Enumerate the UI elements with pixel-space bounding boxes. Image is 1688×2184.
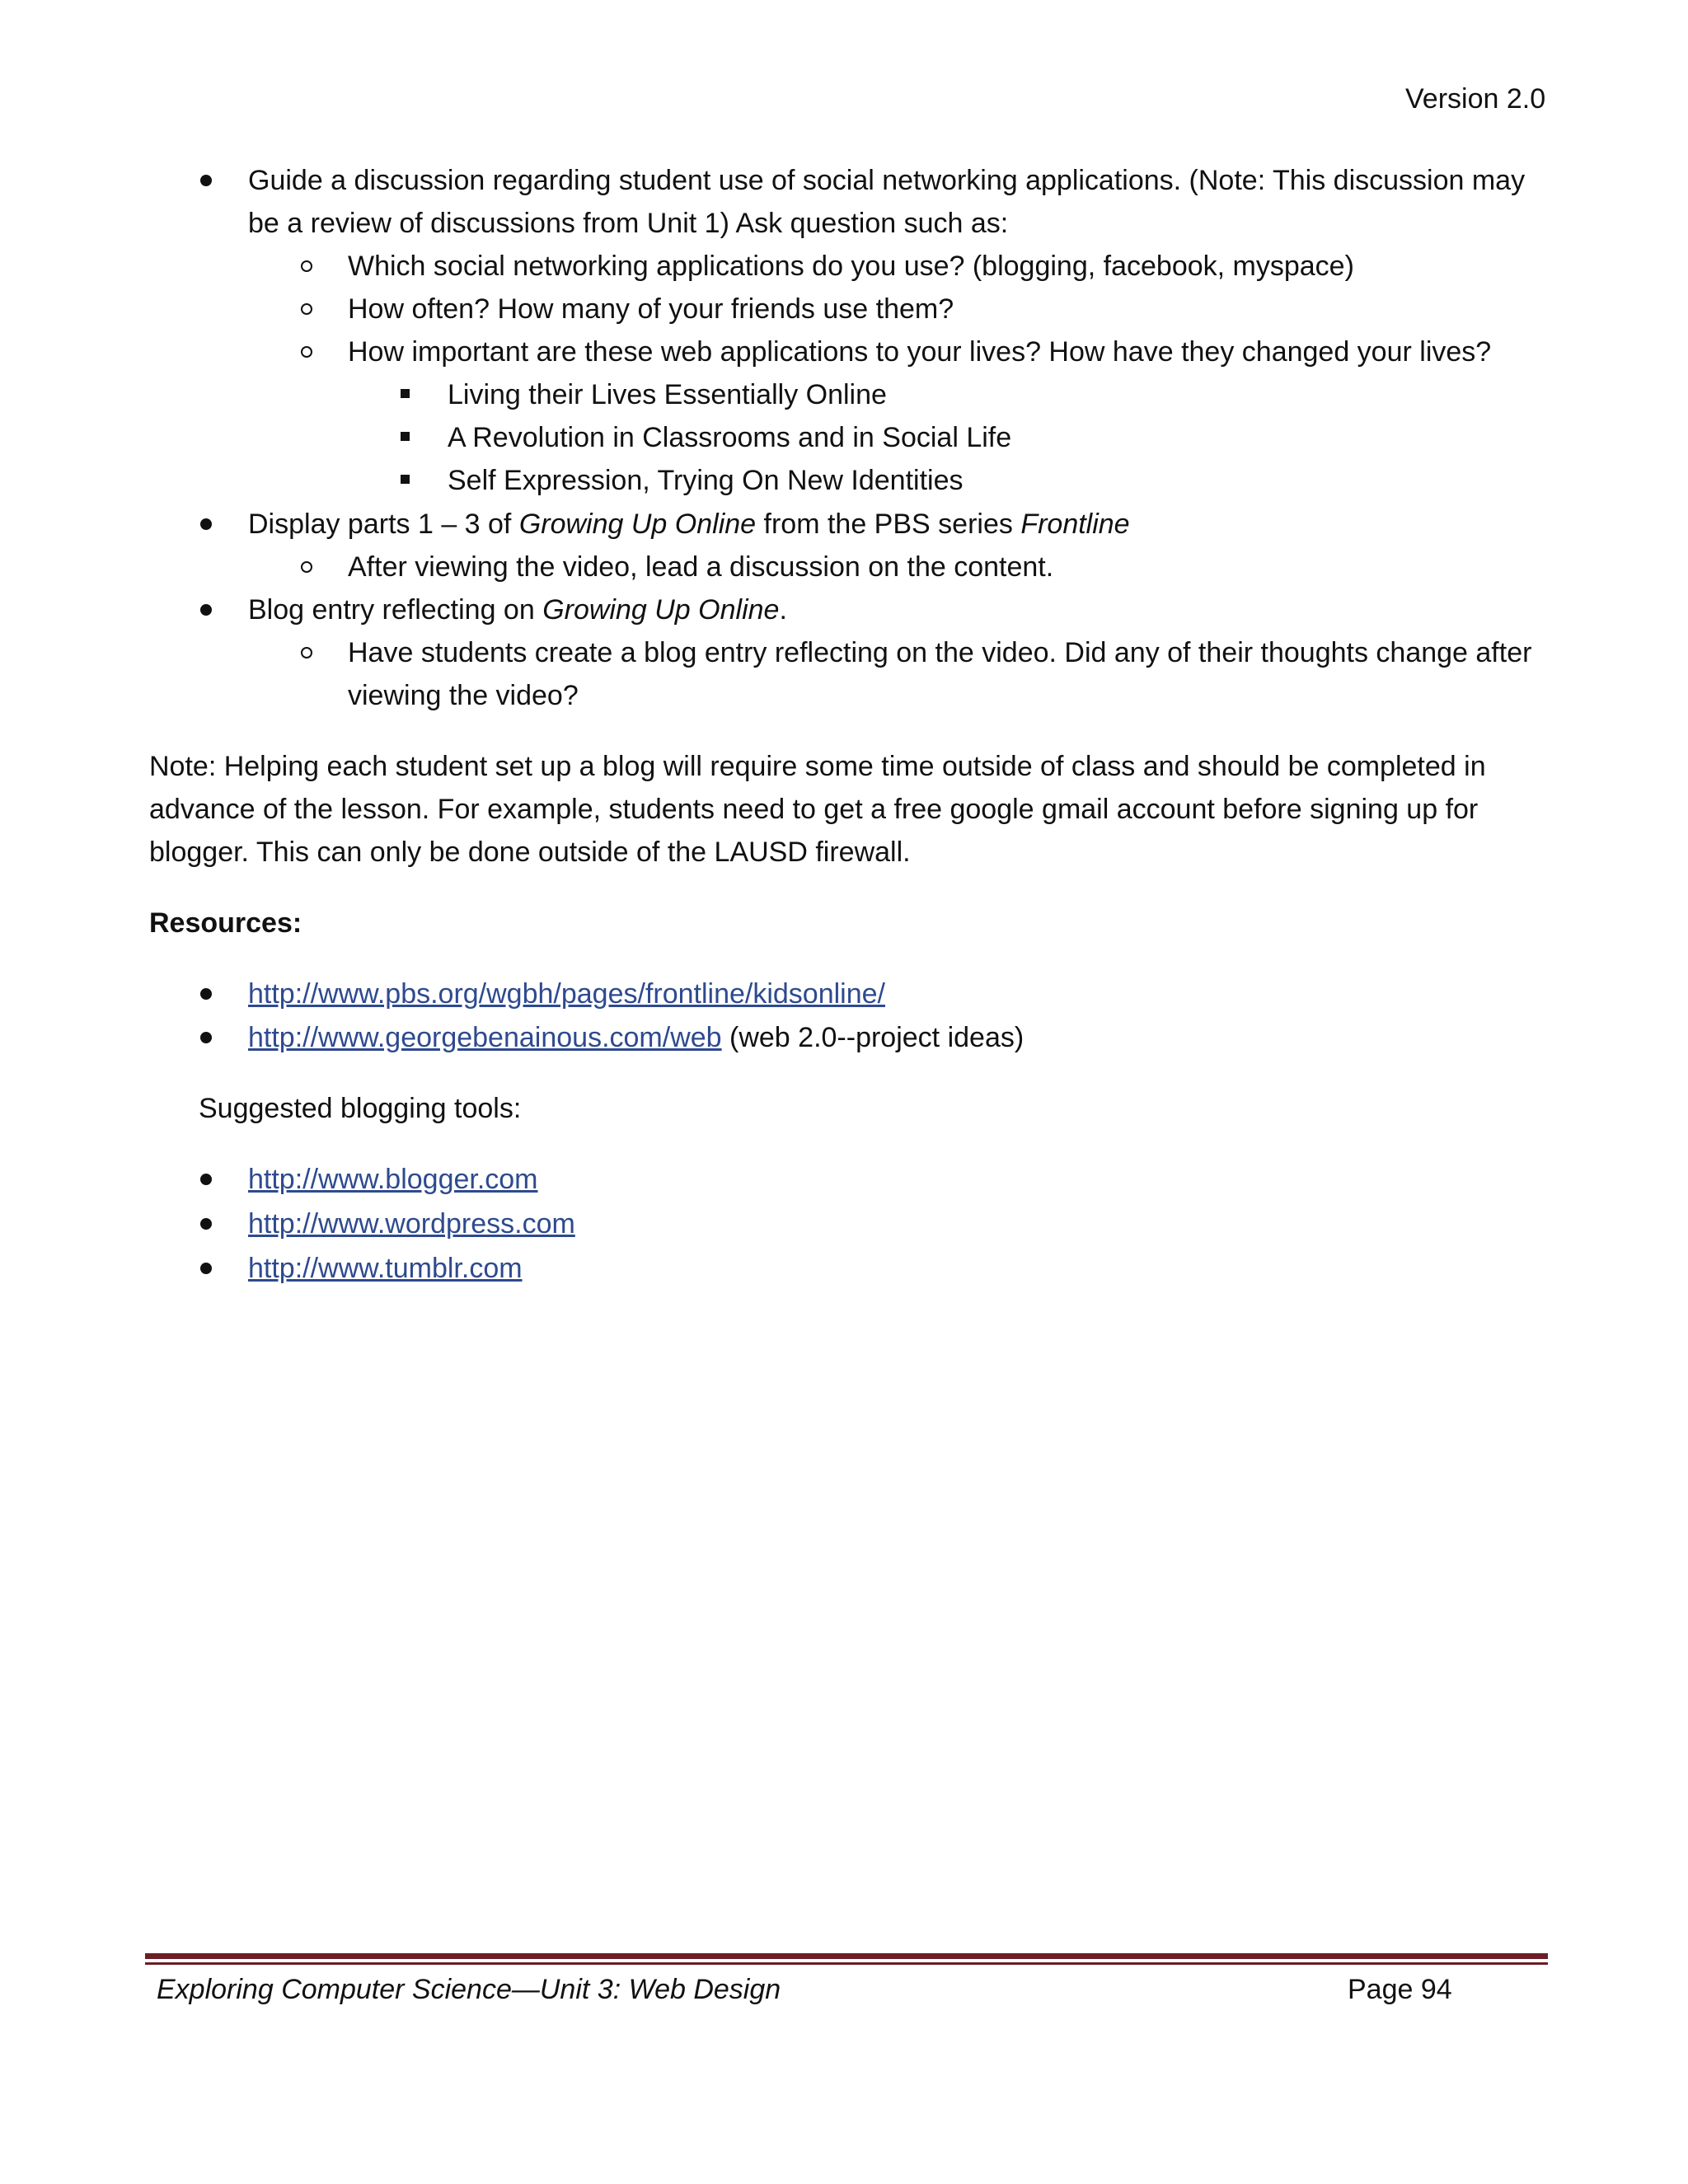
resource-item-1 — [248, 972, 885, 1015]
resource-item-2 — [248, 1016, 1024, 1059]
note-line-2: advance of the lesson. For example, students need to get a free google gmail account before signing up for — [149, 794, 1479, 825]
bullet-square — [401, 432, 410, 441]
bullet-square — [401, 475, 410, 484]
bullet-circle — [301, 561, 312, 573]
version-label: Version 2.0 — [1405, 83, 1546, 115]
note-line-1: Note: Helping each student set up a blog will require some time outside of class and should be completed in — [149, 751, 1486, 782]
bullet-disc — [200, 1263, 212, 1274]
bullet-circle — [301, 260, 312, 272]
footer-title: Exploring Computer Science—Unit 3: Web Design — [157, 1974, 781, 2005]
activity-1-question-1: Which social networking applications do you use? (blogging, facebook, myspace) — [348, 251, 1354, 282]
page-number: Page 94 — [1348, 1974, 1452, 2005]
resource-note: (web 2.0--project ideas) — [721, 1022, 1025, 1053]
activity-1-question-2: How often? How many of your friends use them? — [348, 293, 954, 325]
activity-3-sub: Have students create a blog entry reflecting on the video. Did any of their thoughts change after — [348, 637, 1532, 668]
activity-1-text-cont: be a review of discussions from Unit 1) Ask question such as: — [248, 208, 1009, 239]
pbs-link[interactable]: http://www.pbs.org/wgbh/pages/frontline/kidsonline/ — [248, 978, 886, 1010]
bullet-disc — [200, 604, 212, 616]
footer-rule-thin — [145, 1962, 1548, 1965]
note-line-3: blogger. This can only be done outside of the LAUSD firewall. — [149, 837, 911, 868]
activity-2-sub: After viewing the video, lead a discussion on the content. — [348, 551, 1054, 583]
bullet-circle — [301, 303, 312, 315]
bullet-disc — [200, 175, 212, 186]
blogging-tool-2 — [248, 1202, 575, 1245]
activity-1-topic-1: Living their Lives Essentially Online — [448, 379, 887, 410]
bullet-disc — [200, 1218, 212, 1230]
bullet-disc — [200, 518, 212, 530]
blogging-tools-label: Suggested blogging tools: — [199, 1093, 522, 1124]
footer-rule — [145, 1953, 1548, 1959]
activity-1-topic-3: Self Expression, Trying On New Identities — [448, 465, 964, 496]
activity-3-sub-cont: viewing the video? — [348, 680, 579, 711]
bullet-disc — [200, 988, 212, 1000]
video-title: Growing Up Online — [518, 509, 757, 540]
video-title: Growing Up Online — [542, 594, 780, 626]
blogging-tool-3 — [248, 1247, 523, 1290]
resources-heading: Resources: — [149, 907, 302, 939]
blogging-tool-1 — [248, 1158, 538, 1201]
series-title: Frontline — [1020, 509, 1130, 540]
activity-1-question-3: How important are these web applications to your lives? How have they changed your lives? — [348, 336, 1492, 368]
activity-2-text: Display parts 1 – 3 of Growing Up Online from the PBS series Frontline — [248, 509, 1130, 540]
bullet-circle — [301, 346, 312, 358]
bullet-circle — [301, 647, 312, 658]
blogger-link[interactable]: http://www.blogger.com — [248, 1164, 538, 1195]
tumblr-link[interactable]: http://www.tumblr.com — [248, 1253, 523, 1284]
activity-1-topic-2: A Revolution in Classrooms and in Social Life — [448, 422, 1012, 453]
activity-3-text: Blog entry reflecting on Growing Up Online. — [248, 594, 787, 626]
bullet-disc — [200, 1032, 212, 1043]
wordpress-link[interactable]: http://www.wordpress.com — [248, 1208, 575, 1240]
georgebenainous-link[interactable]: http://www.georgebenainous.com/web — [248, 1022, 722, 1053]
activity-1-text: Guide a discussion regarding student use of social networking applications. (Note: This discussion may — [248, 165, 1526, 196]
bullet-square — [401, 389, 410, 398]
bullet-disc — [200, 1174, 212, 1185]
